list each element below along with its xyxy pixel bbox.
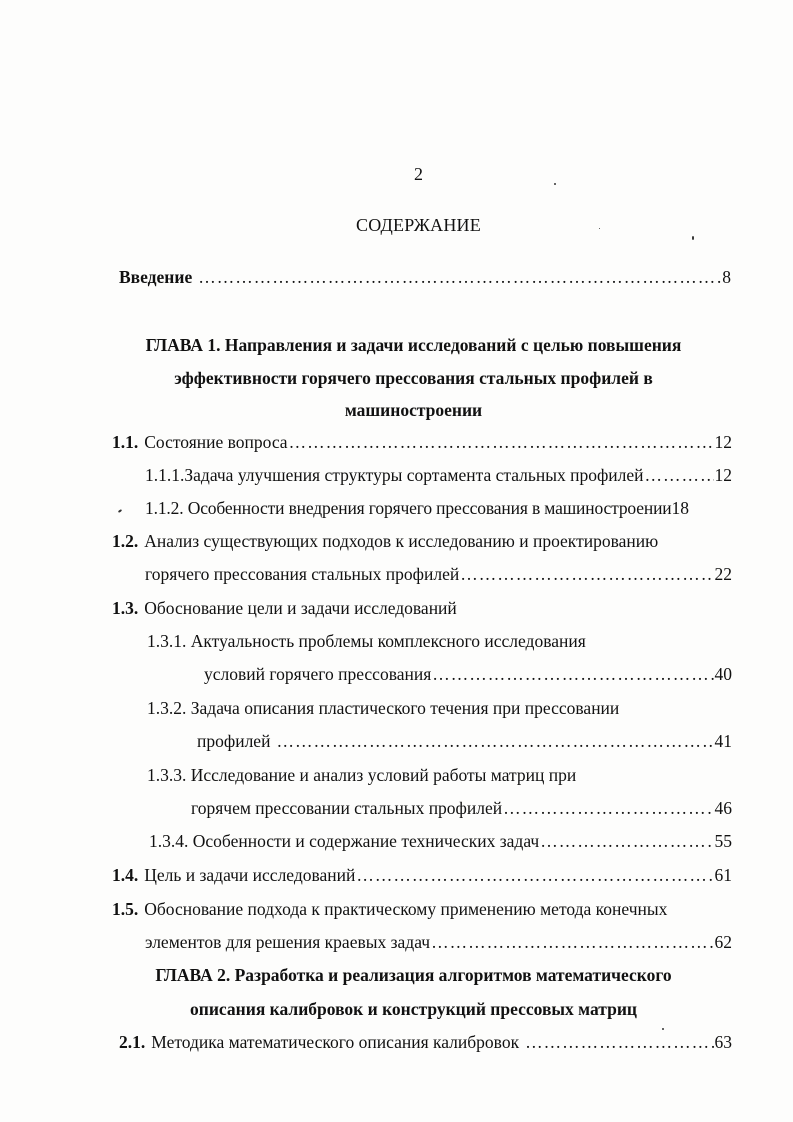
dot-leader	[431, 931, 713, 953]
toc-entry-label: 1.1.2. Особенности внедрения горячего прессования в машиностроении	[145, 498, 672, 518]
chapter-2-heading-line-1: ГЛАВА 2. Разработка и реализация алгоритмов математического	[155, 965, 672, 985]
toc-entry-1-1-1	[145, 464, 732, 486]
toc-entry-page: 62	[714, 932, 732, 952]
toc-entry-1-3-2-line-1	[147, 697, 732, 719]
toc-entry-1-3-3-line-1	[147, 764, 732, 786]
dot-leader	[289, 431, 714, 453]
toc-entry-label: 1.1.1.Задача улучшения структуры сортамента стальных профилей	[145, 465, 644, 485]
scan-speck	[692, 236, 694, 240]
toc-entry-1-3-4	[149, 830, 732, 852]
toc-entry-1-1	[112, 431, 732, 453]
toc-entry-label-continued: профилей	[197, 731, 271, 751]
dot-leader	[503, 797, 713, 819]
toc-entry-page: 46	[714, 798, 732, 818]
scan-speck	[118, 509, 122, 513]
dot-leader	[460, 563, 713, 585]
dot-leader	[276, 730, 713, 752]
dot-leader	[645, 464, 714, 486]
toc-entry-number: 1.2.	[112, 531, 139, 551]
toc-entry-label: Обоснование подхода к практическому применению метода конечных	[144, 899, 668, 919]
toc-entry-1-3-1-line-2	[204, 663, 732, 685]
toc-entry-label: Цель и задачи исследований	[144, 865, 356, 885]
toc-entry-1-1-2	[145, 497, 732, 519]
toc-entry-page: 63	[714, 1032, 732, 1052]
toc-entry-number: 1.1.	[112, 432, 139, 452]
toc-entry-label: 1.3.3. Исследование и анализ условий работы матриц при	[147, 765, 577, 785]
toc-entry-label-continued: горячем прессовании стальных профилей	[191, 798, 503, 818]
toc-entry-intro	[119, 266, 731, 288]
dot-leader	[525, 1031, 713, 1053]
scan-speck	[599, 228, 600, 229]
toc-entry-1-5-line-2	[145, 931, 732, 953]
toc-entry-label-continued: элементов для решения краевых задач	[145, 932, 431, 952]
toc-entry-1-3-3-line-2	[191, 797, 732, 819]
chapter-1-heading-line-2: эффективности горячего прессования стальных профилей в	[174, 368, 653, 388]
toc-entry-label: 1.3.2. Задача описания пластического течения при прессовании	[147, 698, 620, 718]
scan-speck	[554, 183, 556, 185]
toc-entry-label: Состояние вопроса	[144, 432, 288, 452]
toc-entry-number: 1.4.	[112, 865, 139, 885]
toc-entry-page: 8	[722, 267, 731, 287]
toc-entry-number: 2.1.	[119, 1032, 146, 1052]
toc-entry-label-continued: горячего прессования стальных профилей	[145, 564, 460, 584]
toc-entry-1-5-line-1	[112, 898, 732, 920]
dot-leader	[198, 266, 721, 288]
toc-entry-1-3-2-line-2	[197, 730, 732, 752]
dot-leader	[356, 864, 713, 886]
toc-entry-label: Анализ существующих подходов к исследованию и проектированию	[144, 531, 659, 551]
toc-title: СОДЕРЖАНИЕ	[356, 215, 481, 235]
toc-entry-number: 1.3.	[112, 598, 139, 618]
dot-leader	[540, 830, 713, 852]
page-number: 2	[414, 164, 423, 184]
toc-entry-page: 61	[714, 865, 732, 885]
chapter-1-heading-line-3: машиностроении	[344, 400, 483, 420]
toc-entry-page: 40	[714, 664, 732, 684]
toc-entry-1-3	[112, 597, 732, 619]
toc-entry-label: Обоснование цели и задачи исследований	[144, 598, 457, 618]
toc-entry-page: 55	[714, 831, 732, 851]
toc-entry-page: 18	[671, 498, 689, 518]
toc-entry-1-2-line-2	[145, 563, 732, 585]
toc-entry-label: 1.3.1. Актуальность проблемы комплексного исследования	[147, 631, 586, 651]
toc-entry-page: 12	[714, 465, 732, 485]
toc-entry-label-continued: условий горячего прессования	[204, 664, 432, 684]
toc-entry-label: Методика математического описания калибровок	[151, 1032, 520, 1052]
toc-entry-number: 1.5.	[112, 899, 139, 919]
toc-entry-page: 12	[714, 432, 732, 452]
toc-entry-1-3-1-line-1	[147, 630, 732, 652]
dot-leader	[432, 663, 713, 685]
toc-entry-page: 22	[714, 564, 732, 584]
scan-speck	[662, 1028, 664, 1030]
toc-entry-1-4	[112, 864, 732, 886]
chapter-1-heading-line-1: ГЛАВА 1. Направления и задачи исследований с целью повышения	[145, 335, 682, 355]
chapter-2-heading-line-2: описания калибровок и конструкций прессовых матриц	[190, 999, 637, 1019]
toc-entry-2-1	[119, 1031, 732, 1053]
toc-entry-page: 41	[714, 731, 732, 751]
toc-entry-1-2-line-1	[112, 530, 732, 552]
toc-entry-label: 1.3.4. Особенности и содержание технических задач	[149, 831, 540, 851]
toc-entry-label: Введение	[119, 267, 193, 287]
